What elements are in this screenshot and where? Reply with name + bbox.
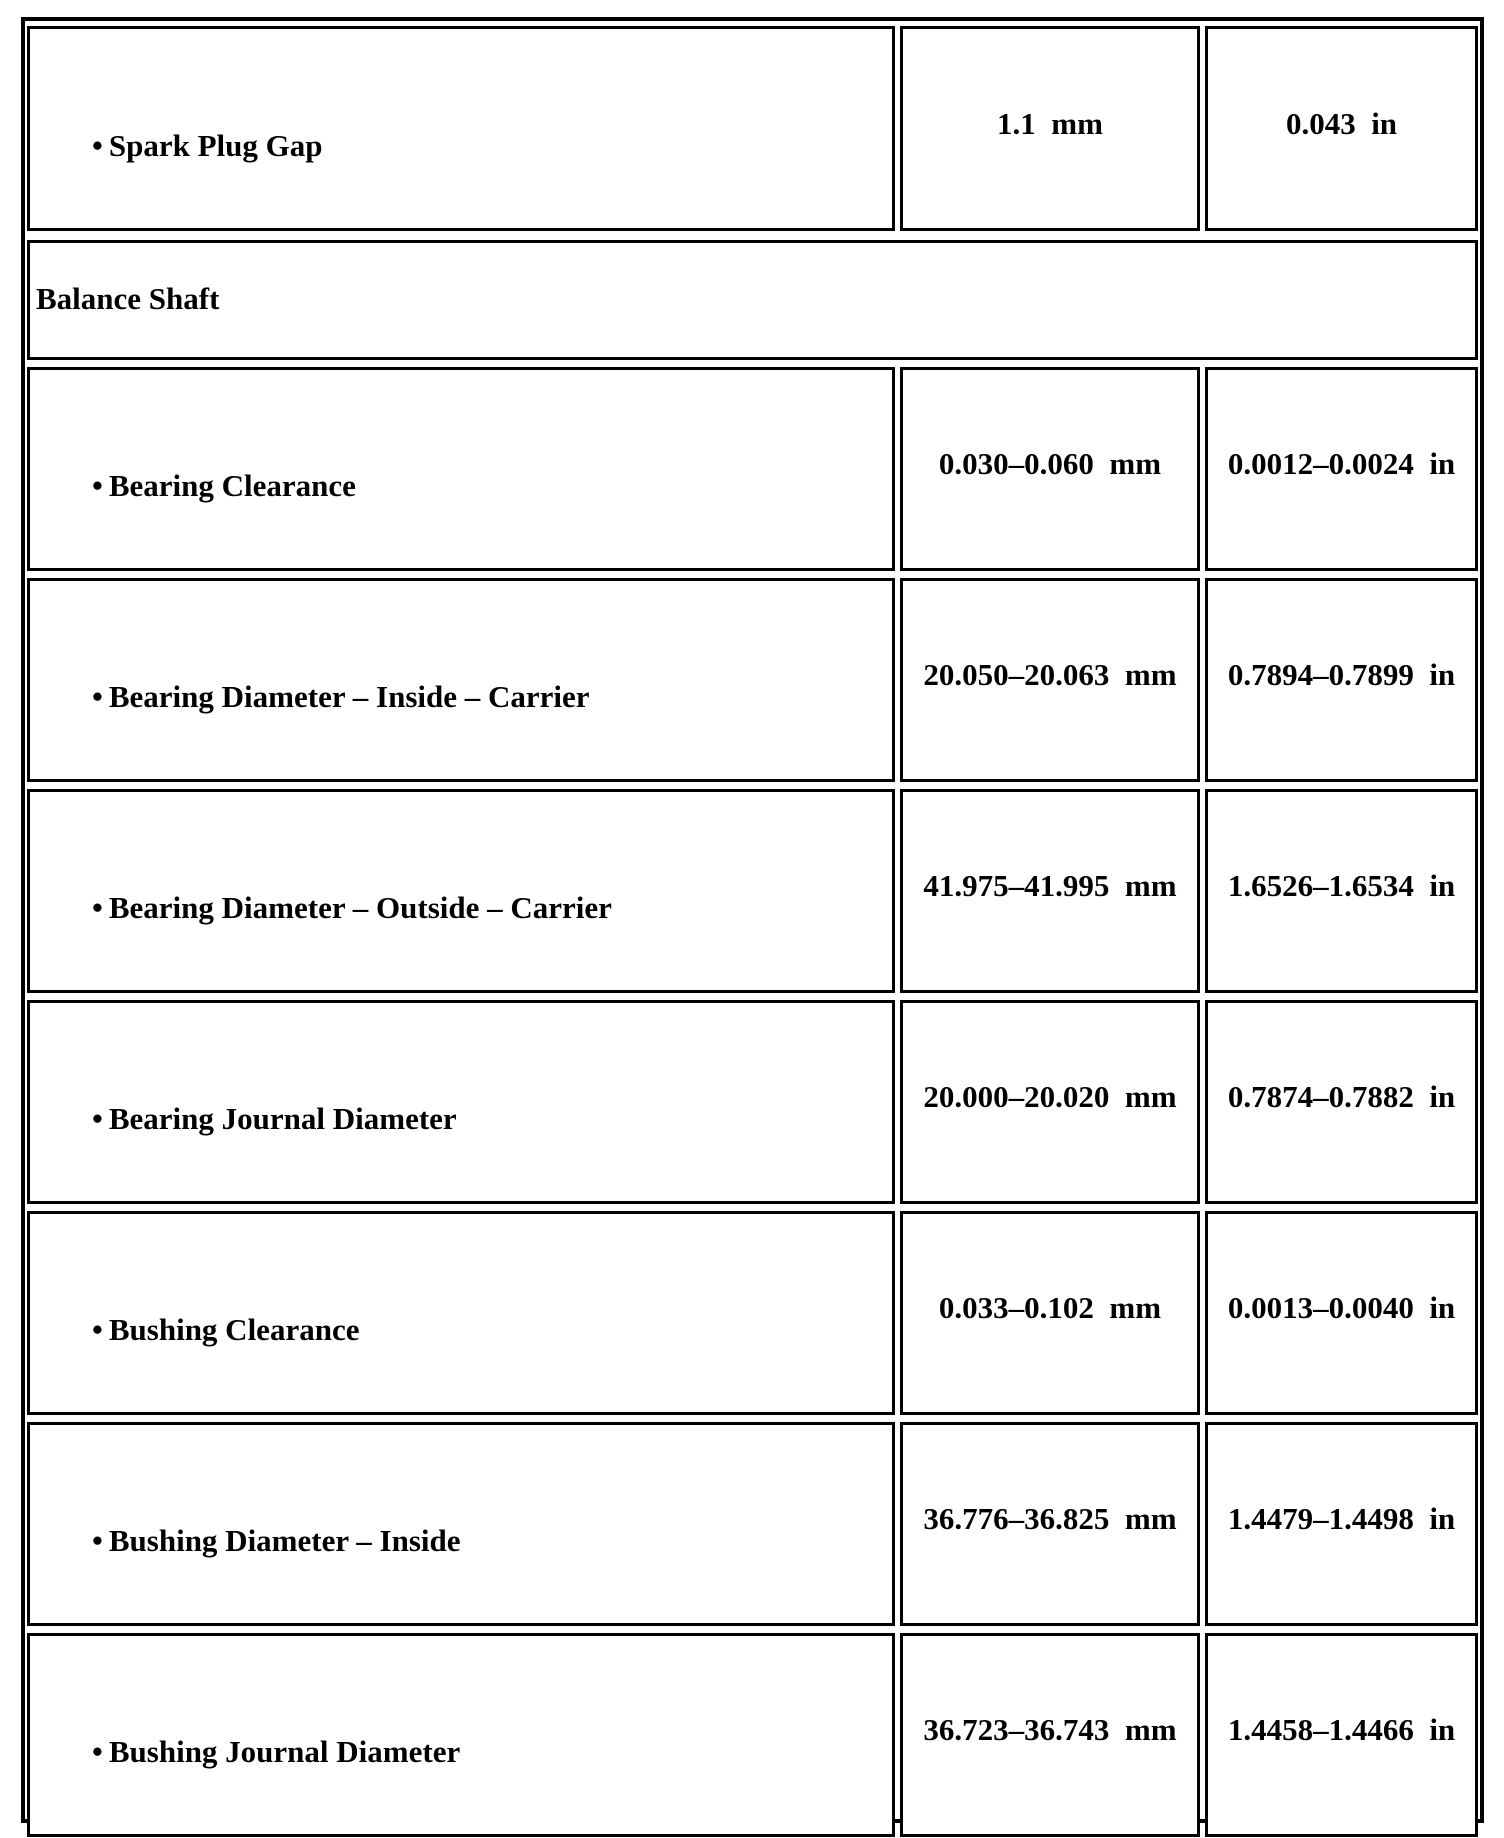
imperial-cell	[1205, 789, 1478, 993]
spec-label	[92, 679, 590, 715]
metric-cell	[900, 578, 1200, 782]
imperial-cell	[1205, 1000, 1478, 1204]
imperial-cell	[1205, 1422, 1478, 1626]
spec-label	[92, 1312, 359, 1348]
spec-label-cell	[27, 1211, 895, 1415]
metric-cell	[900, 1000, 1200, 1204]
spec-label	[92, 890, 612, 926]
bullet-icon: •	[92, 1312, 103, 1347]
metric-value: 20.000–20.020 mm	[923, 1079, 1177, 1114]
imperial-value: 1.4458–1.4466 in	[1227, 1712, 1456, 1747]
spec-label	[92, 1523, 461, 1559]
spec-label-cell	[27, 789, 895, 993]
spec-label-text: Bearing Journal Diameter	[108, 1101, 457, 1136]
imperial-value: 0.0013–0.0040 in	[1227, 1290, 1456, 1325]
spec-label-cell	[27, 1422, 895, 1626]
spec-label-cell	[27, 367, 895, 571]
metric-cell	[900, 789, 1200, 993]
metric-value: 1.1 mm	[997, 105, 1103, 141]
imperial-value: 1.6526–1.6534 in	[1227, 868, 1456, 903]
bullet-icon: •	[92, 890, 103, 925]
metric-value: 36.723–36.743 mm	[923, 1712, 1177, 1747]
section-row	[27, 240, 1478, 360]
bullet-icon: •	[92, 1734, 103, 1769]
imperial-value: 0.0012–0.0024 in	[1227, 446, 1456, 481]
metric-value: 0.030–0.060 mm	[938, 446, 1162, 481]
metric-cell	[900, 1422, 1200, 1626]
metric-value: 41.975–41.995 mm	[923, 868, 1177, 903]
imperial-value: 0.7894–0.7899 in	[1227, 657, 1456, 692]
spec-label	[92, 128, 322, 164]
section-title: Balance Shaft	[36, 281, 220, 316]
spec-label-cell	[27, 578, 895, 782]
spec-label	[92, 1734, 460, 1770]
imperial-cell	[1205, 578, 1478, 782]
bullet-icon: •	[92, 127, 103, 163]
metric-value: 36.776–36.825 mm	[923, 1501, 1177, 1536]
spec-label	[92, 1101, 457, 1137]
metric-cell	[900, 26, 1200, 231]
bullet-icon: •	[92, 468, 103, 503]
imperial-cell	[1205, 1211, 1478, 1415]
spec-label-text: Bearing Diameter – Outside – Carrier	[108, 890, 612, 925]
spec-label-text: Bearing Clearance	[108, 468, 356, 503]
spec-label-text: Spark Plug Gap	[108, 127, 323, 163]
spec-label-text: Bushing Diameter – Inside	[108, 1523, 461, 1558]
metric-value: 20.050–20.063 mm	[923, 657, 1177, 692]
bullet-icon: •	[92, 679, 103, 714]
spec-label-text: Bushing Journal Diameter	[108, 1734, 461, 1769]
metric-cell	[900, 367, 1200, 571]
imperial-value: 1.4479–1.4498 in	[1227, 1501, 1456, 1536]
imperial-value: 0.043 in	[1285, 105, 1398, 141]
spec-label-cell	[27, 1633, 895, 1837]
spec-label-cell	[27, 1000, 895, 1204]
spec-label	[92, 468, 356, 504]
metric-cell	[900, 1211, 1200, 1415]
spec-label-text: Bearing Diameter – Inside – Carrier	[108, 679, 590, 714]
spec-label-cell	[27, 26, 895, 231]
imperial-cell	[1205, 1633, 1478, 1837]
imperial-cell	[1205, 26, 1478, 231]
imperial-value: 0.7874–0.7882 in	[1227, 1079, 1456, 1114]
metric-value: 0.033–0.102 mm	[938, 1290, 1162, 1325]
bullet-icon: •	[92, 1101, 103, 1136]
metric-cell	[900, 1633, 1200, 1837]
bullet-icon: •	[92, 1523, 103, 1558]
spec-label-text: Bushing Clearance	[108, 1312, 360, 1347]
imperial-cell	[1205, 367, 1478, 571]
